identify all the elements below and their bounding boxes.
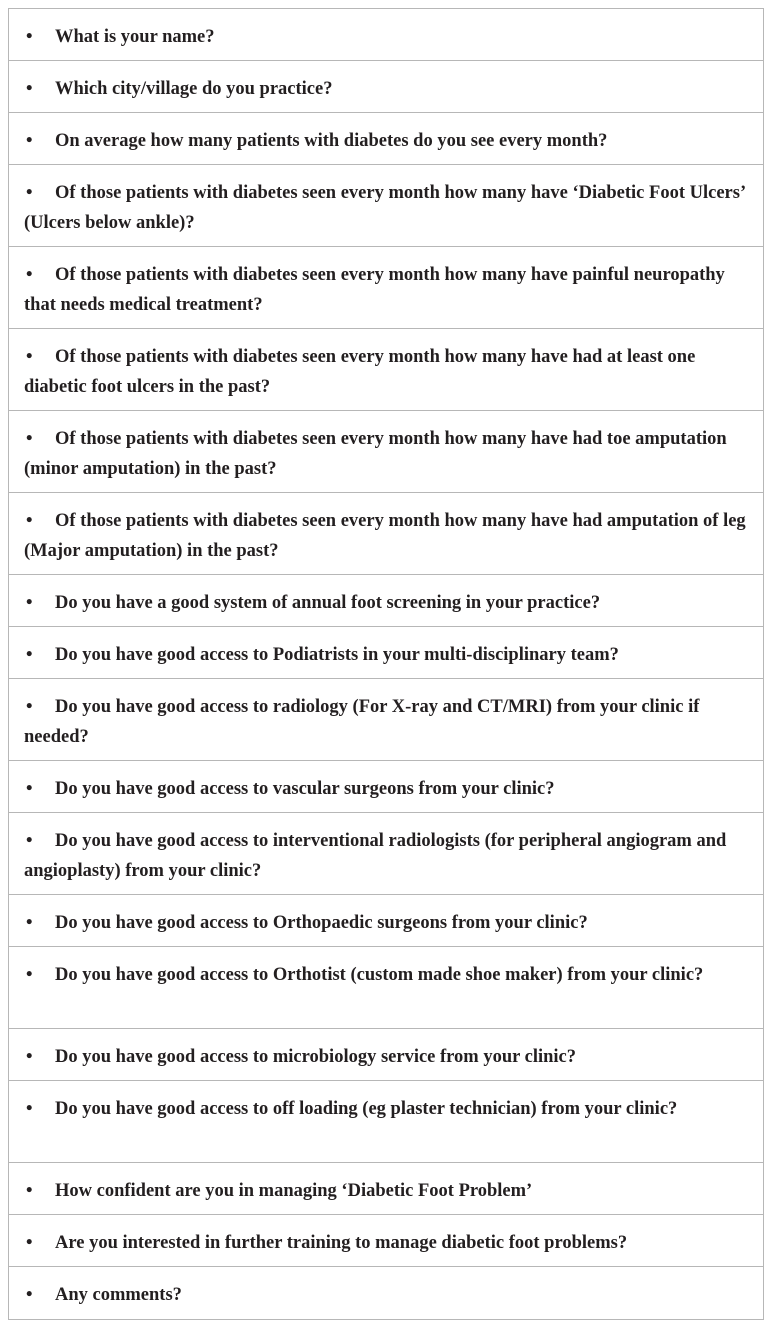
question-text: On average how many patients with diabetes do you see every month?	[55, 131, 608, 151]
bullet-icon	[24, 126, 55, 156]
bullet-icon	[24, 424, 55, 454]
bullet-icon	[24, 260, 55, 290]
table-row	[9, 895, 763, 947]
table-row	[9, 1215, 763, 1267]
question-text: Do you have good access to Orthopaedic surgeons from your clinic?	[55, 913, 588, 933]
question-text: How confident are you in managing ‘Diabetic Foot Problem’	[55, 1181, 533, 1201]
question-text: Do you have good access to interventional radiologists (for peripheral angiogram and angioplasty) from your clinic?	[24, 831, 727, 881]
bullet-icon	[24, 178, 55, 208]
question-text: Are you interested in further training to manage diabetic foot problems?	[55, 1233, 628, 1253]
bullet-icon	[24, 22, 55, 52]
table-row	[9, 411, 763, 493]
table-row	[9, 1163, 763, 1215]
table-row	[9, 627, 763, 679]
table-row	[9, 1267, 763, 1319]
table-row	[9, 679, 763, 761]
question-text: Do you have good access to off loading (eg plaster technician) from your clinic?	[55, 1099, 678, 1119]
bullet-icon	[24, 506, 55, 536]
bullet-icon	[24, 74, 55, 104]
bullet-icon	[24, 692, 55, 722]
bullet-icon	[24, 588, 55, 618]
table-row	[9, 9, 763, 61]
question-text: Do you have good access to radiology (For X-ray and CT/MRI) from your clinic if needed?	[24, 697, 700, 747]
bullet-icon	[24, 908, 55, 938]
questionnaire-table	[8, 8, 764, 1320]
table-row	[9, 813, 763, 895]
question-text: Any comments?	[55, 1285, 182, 1305]
question-text: Of those patients with diabetes seen every month how many have had at least one diabetic foot ulcers in the past?	[24, 347, 696, 397]
bullet-icon	[24, 342, 55, 372]
table-row	[9, 113, 763, 165]
question-text: Do you have a good system of annual foot screening in your practice?	[55, 593, 601, 613]
table-row	[9, 493, 763, 575]
table-row	[9, 1081, 763, 1163]
question-text: Of those patients with diabetes seen every month how many have had toe amputation (minor amputation) in the past?	[24, 429, 727, 479]
question-text: Of those patients with diabetes seen every month how many have painful neuropathy that needs medical treatment?	[24, 265, 725, 315]
table-row	[9, 1029, 763, 1081]
table-row	[9, 61, 763, 113]
question-text: What is your name?	[55, 27, 215, 47]
table-row	[9, 761, 763, 813]
bullet-icon	[24, 1042, 55, 1072]
question-text: Do you have good access to Orthotist (custom made shoe maker) from your clinic?	[55, 965, 704, 985]
bullet-icon	[24, 640, 55, 670]
question-text: Of those patients with diabetes seen every month how many have had amputation of leg (Major amputation) in the past?	[24, 511, 746, 561]
table-row	[9, 575, 763, 627]
bullet-icon	[24, 1228, 55, 1258]
bullet-icon	[24, 1280, 55, 1310]
table-row	[9, 947, 763, 1029]
table-row	[9, 165, 763, 247]
bullet-icon	[24, 774, 55, 804]
table-row	[9, 329, 763, 411]
table-row	[9, 247, 763, 329]
bullet-icon	[24, 1176, 55, 1206]
question-text: Which city/village do you practice?	[55, 79, 333, 99]
bullet-icon	[24, 960, 55, 990]
bullet-icon	[24, 1094, 55, 1124]
question-text: Do you have good access to Podiatrists in your multi-disciplinary team?	[55, 645, 619, 665]
question-text: Do you have good access to vascular surgeons from your clinic?	[55, 779, 555, 799]
question-text: Of those patients with diabetes seen every month how many have ‘Diabetic Foot Ulcers’ (Ulcers below ankle)?	[24, 183, 745, 233]
question-text: Do you have good access to microbiology service from your clinic?	[55, 1047, 577, 1067]
bullet-icon	[24, 826, 55, 856]
